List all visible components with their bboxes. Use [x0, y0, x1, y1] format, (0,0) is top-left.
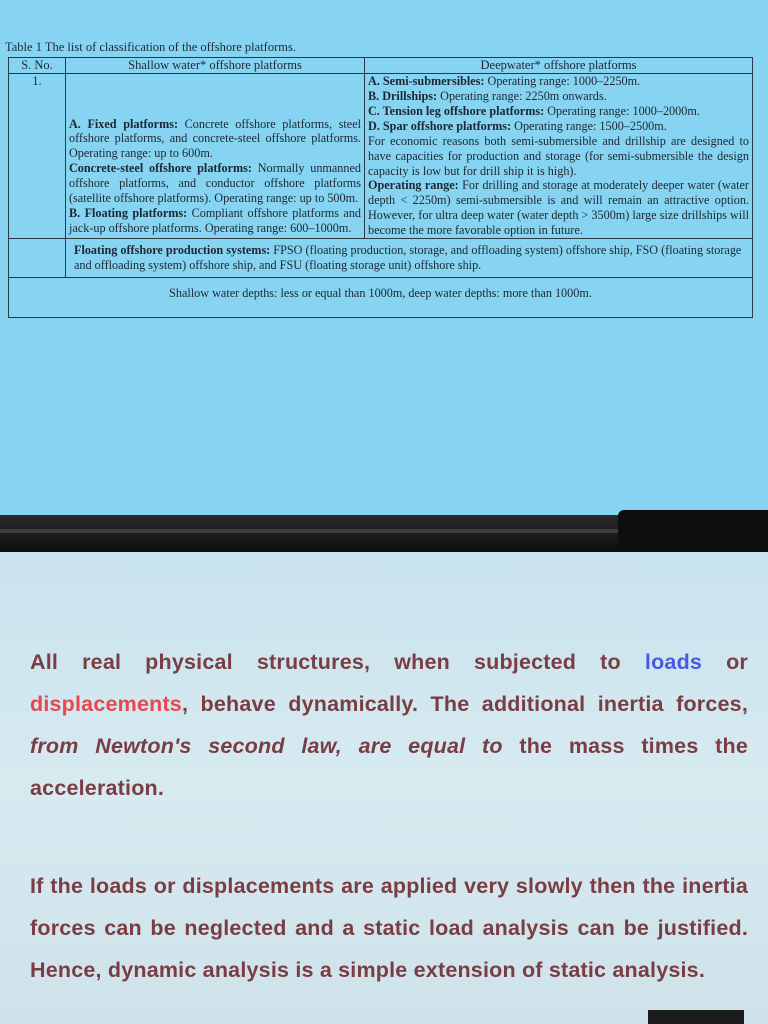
spar-text: Operating range: 1500–2500m. [511, 118, 667, 133]
table-row [9, 74, 753, 239]
concrete-steel-label: Concrete-steel offshore platforms: [69, 161, 252, 176]
paragraph-dynamic-behaviour [30, 641, 748, 809]
table-row [9, 238, 753, 277]
header-deep: Deepwater* offshore platforms [365, 58, 753, 74]
fps-label: Floating offshore production systems: [74, 242, 271, 257]
p1-text-c: , behave dynamically. The additional inertia forces, [181, 692, 748, 716]
floating-label: B. Floating platforms: [69, 205, 188, 220]
row-sno: 1. [9, 74, 66, 239]
shallow-cell [66, 74, 365, 239]
header-sno: S. No. [9, 58, 66, 74]
deep-cell [365, 74, 753, 239]
concrete-steel-text: Normally unmanned offshore platforms, and conductor offshore platforms (satellite offshore platforms). Operating range: up to 500m. [69, 161, 361, 205]
operating-range-label: Operating range: [368, 178, 459, 193]
paragraph-static-analysis: If the loads or displacements are applied very slowly then the inertia forces can be neglected and a static load analysis can be justified. Hence, dynamic analysis is a simple extension of static analysis. [30, 874, 748, 982]
fixed-text: Concrete offshore platforms, steel offshore platforms, and concrete-steel offshore platforms. Operating range: up to 600m. [69, 116, 362, 161]
projected-slide-text [0, 552, 768, 1024]
semi-label: A. Semi-submersibles: [368, 74, 485, 89]
offshore-platforms-table [8, 57, 753, 318]
p1-text-a: All real physical structures, when subjected to [30, 650, 645, 674]
keyword-displacements: displacements [30, 692, 182, 716]
deep-text [368, 74, 749, 238]
fixed-label: A. Fixed platforms: [69, 116, 179, 131]
drillship-text: Operating range: 2250m onwards. [437, 89, 607, 104]
fps-cell [66, 238, 753, 277]
table-row [9, 277, 753, 317]
fps-text: FPSO (floating production, storage, and offloading system) offshore ship, FSO (floating storage and offloading system) offshore ship, and FSU (floating storage unit) offshore ship. [74, 242, 742, 272]
drillship-label: B. Drillships: [368, 89, 438, 104]
table-footnote: Shallow water depths: less or equal than 1000m, deep water depths: more than 1000m. [9, 277, 753, 317]
header-shallow: Shallow water* offshore platforms [66, 58, 365, 74]
floating-text: Compliant offshore platforms and jack-up offshore platforms. Operating range: 600–1000m. [69, 205, 362, 235]
spar-label: D. Spar offshore platforms: [368, 118, 512, 133]
p1-text-b: or [702, 650, 748, 674]
tlp-label: C. Tension leg offshore platforms: [368, 104, 545, 118]
keyword-loads: loads [644, 650, 703, 674]
audience-head-shadow [618, 510, 768, 548]
operating-range-text: For drilling and storage at moderately deeper water (water depth < 2250m) semi-submersible is and will remain an attractive option. However, for ultra deep water (water depth > 3500m) large size drillships will become the more favorable option in future. [368, 178, 749, 237]
tlp-text: Operating range: 1000–2000m. [544, 104, 700, 118]
shallow-text [69, 117, 361, 236]
p1-italic-newton: from Newton's second law, are equal to [30, 734, 503, 758]
semi-text: Operating range: 1000–2250m. [484, 74, 641, 89]
p1-text-d: the mass times the acceleration. [30, 734, 748, 800]
economic-text: For economic reasons both semi-submersible and drillship are designed to have capacities for production and storage (for semi-submersible the design capacity is low but for drill ship it is high). [368, 133, 749, 178]
screen-corner-shadow [648, 1010, 744, 1024]
fps-empty-cell [9, 238, 66, 277]
table-caption: Table 1 The list of classification of the offshore platforms. [5, 40, 296, 54]
table-header-row [9, 58, 753, 74]
